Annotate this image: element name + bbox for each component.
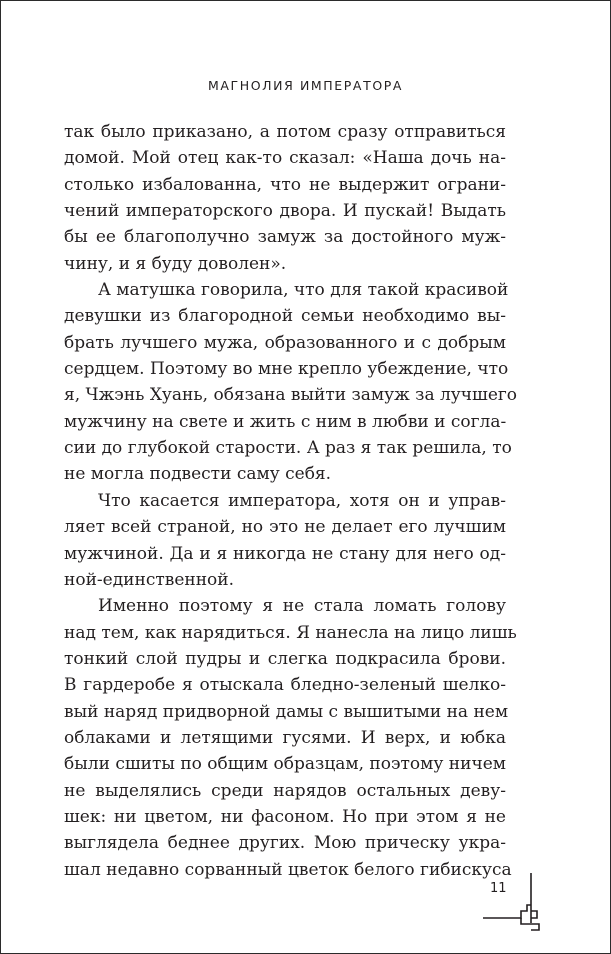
text-line: чину, и я буду доволен». [64,253,287,274]
text-line: не могла подвести саму себя. [64,464,332,485]
text-line: бы ее благополучно замуж за достойного муж- [64,227,506,248]
text-line: шек: ни цветом, ни фасоном. Но при этом я не [64,806,506,827]
body-text [64,119,518,883]
text-line: так было приказано, а потом сразу отправиться [64,122,506,142]
text-line: ляет всей страной, но это не делает его лучшим [64,517,506,538]
text-line: мужчину на свете и жить с ним в любви и согла- [64,411,507,432]
fret-ornament-icon [483,873,549,933]
text-line: сердцем. Поэтому во мне крепло убеждение, что [64,359,509,380]
text-line: В гардеробе я отыскала бледно-зеленый шелко- [64,675,506,696]
text-line: тонкий слой пудры и слегка подкрасила брови. [64,648,506,669]
text-line: Что касается императора, хотя он и управ- [98,490,506,511]
text-line: облаками и летящими гусями. И верх, и юбка [64,727,506,748]
text-line: не выделялись среди нарядов остальных деву- [64,780,506,801]
text-line: мужчиной. Да и я никогда не стану для него од- [64,543,506,564]
text-line: Именно поэтому я не стала ломать голову [98,596,506,617]
text-line: сии до глубокой старости. А раз я так решила, то [64,438,512,459]
running-header: МАГНОЛИЯ ИМПЕРАТОРА [207,78,404,93]
text-line: брать лучшего мужа, образованного и с добрым [64,332,506,353]
text-line: были сшиты по общим образцам, поэтому ничем [64,754,506,775]
text-line: над тем, как нарядиться. Я нанесла на лицо лишь [64,622,517,643]
text-line: я, Чжэнь Хуань, обязана выйти замуж за лучшего [64,385,518,406]
text-line: чений императорского двора. И пускай! Выдать [64,201,506,222]
text-line: вый наряд придворной дамы с вышитыми на нем [64,701,509,722]
page-number: 11 [490,881,507,896]
text-line: ной-единственной. [64,569,235,590]
text-line: выглядела беднее других. Мою прическу укра- [64,833,506,854]
text-line: А матушка говорила, что для такой красивой [98,280,509,301]
text-line: шал недавно сорванный цветок белого гибискуса [64,859,512,880]
text-line: девушки из благородной семьи необходимо вы- [64,306,506,327]
text-line: столько избалованна, что не выдержит ограни- [64,174,506,195]
text-line: домой. Мой отец как-то сказал: «Наша дочь на- [64,148,506,169]
